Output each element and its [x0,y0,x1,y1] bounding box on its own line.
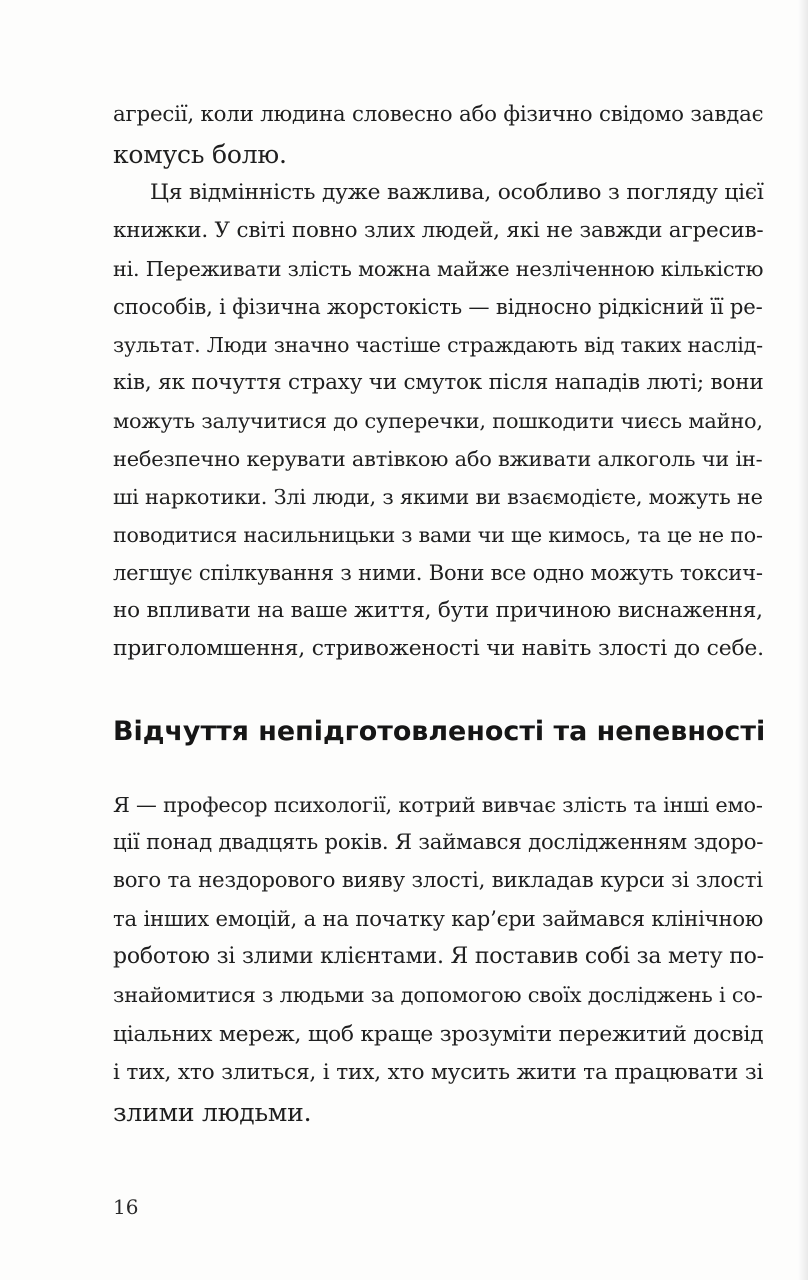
text-line: книжки. У світі повно злих людей, які не завжди агресив- [113,218,764,243]
text-line: ні. Переживати злість можна майже незліченною кількістю [113,257,764,281]
text-line: ків, як почуття страху чи смуток після нападів люті; вони [113,370,764,395]
text-line: поводитися насильницьки з вами чи ще кимось, та це не по- [113,523,763,547]
text-line: ції понад двадцять років. Я займався дослідженням здоро- [113,830,764,855]
section-heading: Відчуття непідготовленості та непевності [113,716,766,747]
text-line: роботою зі злими клієнтами. Я поставив собі за мету по- [113,944,764,969]
text-line: Ця відмінність дуже важлива, особливо з погляду цієї [150,180,764,205]
text-line: можуть залучитися до суперечки, пошкодити чиєсь майно, [113,409,763,433]
page-edge-shadow [798,0,808,1280]
text-line: небезпечно керувати автівкою або вживати алкоголь чи ін- [113,447,763,471]
text-line: агресії, коли людина словесно або фізично свідомо завдає [113,102,764,127]
page-number: 16 [113,1195,139,1219]
text-line: способів, і фізична жорстокість — відносно рідкісний її ре- [113,294,763,319]
text-line: но впливати на ваше життя, бути причиною виснаження, [113,598,763,623]
text-line: та інших емоцій, а на початку кар’єри займався клінічною [113,906,764,931]
text-line: злими людьми. [113,1098,312,1127]
text-line: Я — професор психології, котрий вивчає злість та інші емо- [113,793,763,817]
text-line: знайомитися з людьми за допомогою своїх досліджень і со- [113,983,763,1007]
text-line: легшує спілкування з ними. Вони все одно можуть токсич- [113,560,763,585]
text-line: зультат. Люди значно частіше страждають від таких наслід- [113,333,763,357]
text-line: приголомшення, стривоженості чи навіть злості до себе. [113,636,764,661]
text-line: комусь болю. [113,140,287,169]
text-line: і тих, хто злиться, і тих, хто мусить жити та працювати зі [113,1060,764,1085]
text-line: ші наркотики. Злі люди, з якими ви взаємодієте, можуть не [113,485,763,509]
text-line: ціальних мереж, щоб краще зрозуміти пережитий досвід [113,1022,764,1047]
text-line: вого та нездорового вияву злості, викладав курси зі злості [113,868,763,893]
